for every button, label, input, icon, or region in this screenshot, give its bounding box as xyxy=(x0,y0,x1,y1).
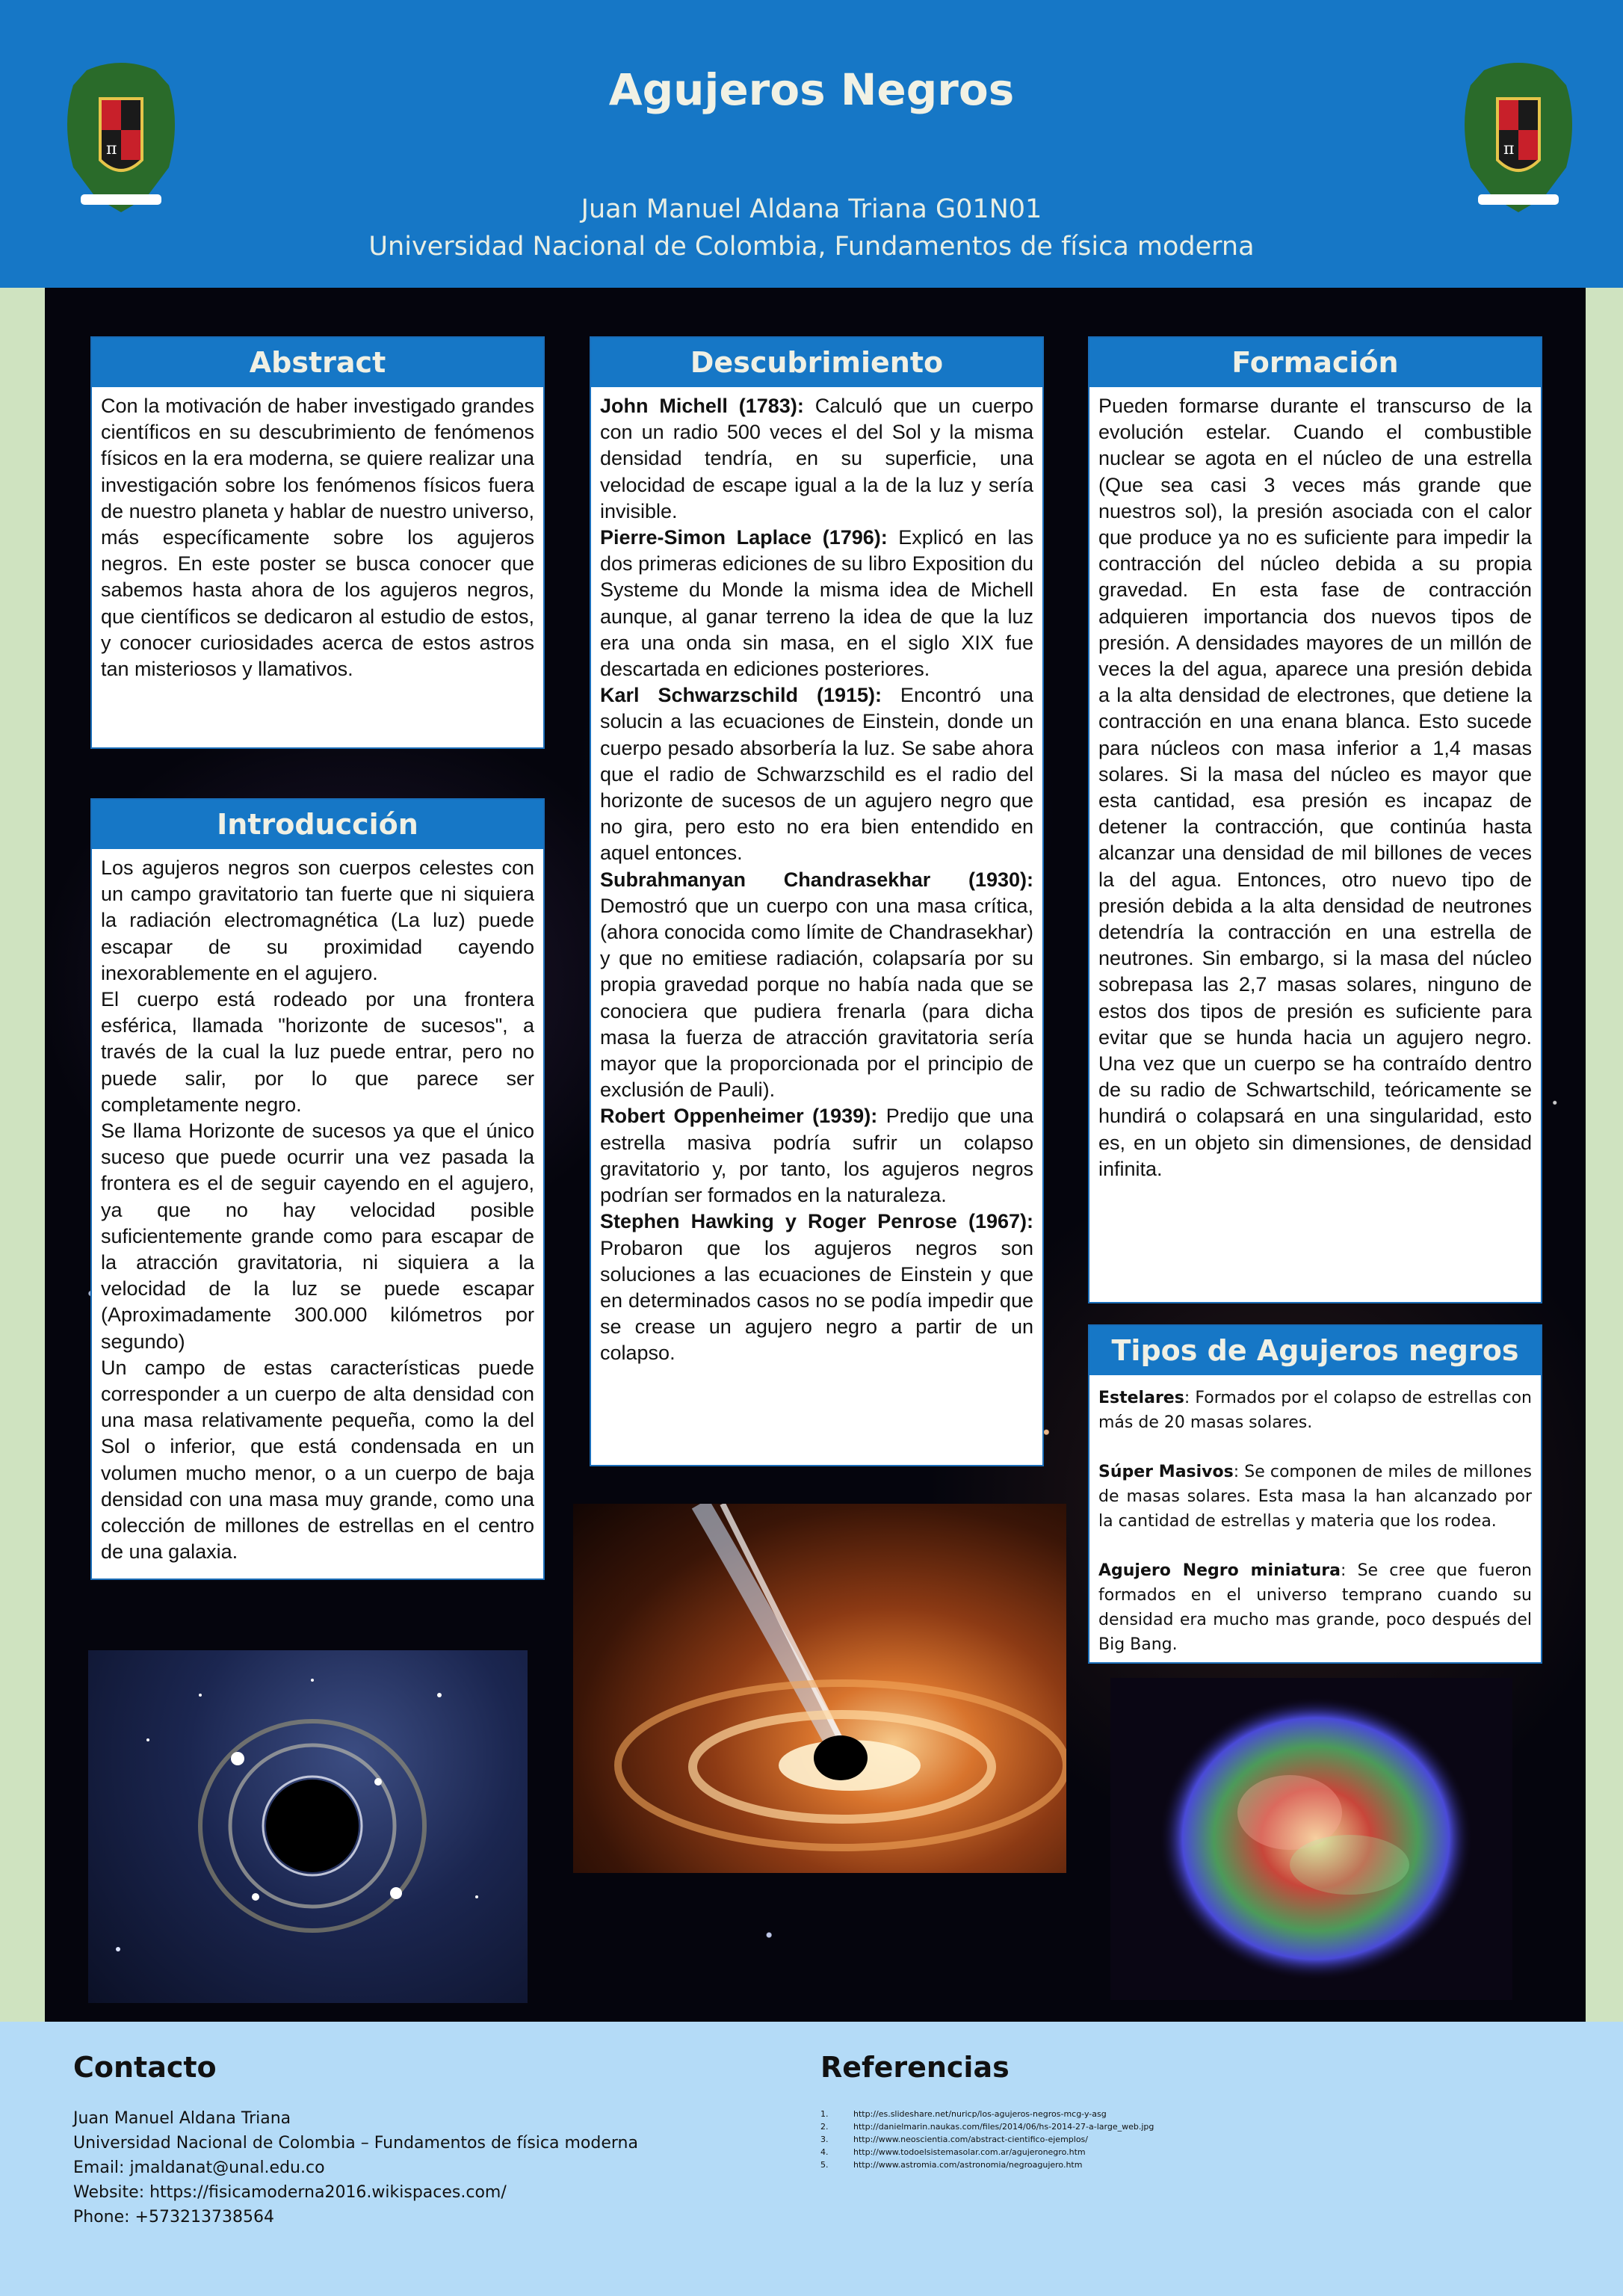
reference-item[interactable] xyxy=(820,2146,1154,2158)
reference-number: 2. xyxy=(820,2122,829,2132)
introduccion-paragraph: Un campo de estas características puede corresponder a un cuerpo de alta densidad con una masa relativamente pequeña, como la del Sol o inferior, que está condensada en un volumen mucho menor, o a un cuerpo de baja densidad con una masa muy grande, como una colección de millones de estrellas en el centro de una galaxia. xyxy=(101,1356,534,1564)
tipos-panel xyxy=(1088,1324,1542,1664)
discovery-scientist: Robert Oppenheimer (1939): xyxy=(600,1105,878,1128)
reference-item[interactable] xyxy=(820,2108,1154,2120)
discovery-scientist: John Michell (1783): xyxy=(600,395,804,417)
affiliation-line: Universidad Nacional de Colombia, Fundamentos de física moderna xyxy=(368,232,1255,262)
svg-text:π: π xyxy=(106,140,117,158)
discovery-description: Explicó en las dos primeras ediciones de su libro Exposition du Systeme du Monde la misma idea de Michell aunque, al ganar terreno la idea de que la luz era una onda sin masa, en el siglo XIX fue descartada en ediciones posteriores. xyxy=(600,526,1033,681)
supernova-remnant-image xyxy=(1110,1678,1512,2000)
tipo-name: Estelares xyxy=(1098,1389,1184,1407)
discovery-description: Calculó que un cuerpo con un radio 500 veces el del Sol y la misma densidad tendría, en su superficie, una velocidad de escape igual a la de la luz y sería invisible. xyxy=(600,395,1033,522)
reference-item[interactable] xyxy=(820,2133,1154,2146)
tipo-item xyxy=(1098,1558,1532,1657)
reference-number: 3. xyxy=(820,2135,829,2144)
descubrimiento-heading: Descubrimiento xyxy=(591,338,1042,387)
references-list xyxy=(820,2108,1154,2171)
reference-number: 1. xyxy=(820,2109,829,2119)
discovery-scientist: Pierre-Simon Laplace (1796): xyxy=(600,526,888,549)
referencias-heading: Referencias xyxy=(820,2051,1010,2084)
black-hole-lensing-image xyxy=(88,1650,528,2003)
introduccion-paragraph: Los agujeros negros son cuerpos celestes con un campo gravitatorio tan fuerte que ni siquiera la radiación electromagnética (La luz) puede escapar de su proximidad cayendo inexorablemente en el agujero. xyxy=(101,857,534,984)
discovery-entry xyxy=(600,393,1033,525)
contact-phone: Phone: +573213738564 xyxy=(73,2208,274,2226)
reference-url[interactable]: http://es.slideshare.net/nuricp/los-agujeros-negros-mcg-y-asg xyxy=(853,2109,1107,2119)
discovery-scientist: Karl Schwarzschild (1915): xyxy=(600,684,882,707)
contact-affiliation: Universidad Nacional de Colombia – Fundamentos de física moderna xyxy=(73,2134,638,2152)
formacion-heading: Formación xyxy=(1089,338,1541,387)
contact-name: Juan Manuel Aldana Triana xyxy=(73,2109,291,2128)
descubrimiento-text xyxy=(591,387,1042,1367)
reference-item[interactable] xyxy=(820,2120,1154,2133)
contact-website[interactable]: Website: https://fisicamoderna2016.wikispaces.com/ xyxy=(73,2183,507,2202)
tipo-name: Súper Masivos xyxy=(1098,1463,1234,1481)
discovery-scientist: Stephen Hawking y Roger Penrose (1967): xyxy=(600,1210,1033,1233)
tipo-name: Agujero Negro miniatura xyxy=(1098,1561,1341,1580)
formacion-text xyxy=(1089,387,1541,1182)
introduccion-heading: Introducción xyxy=(92,800,543,849)
introduccion-paragraph: Se llama Horizonte de sucesos ya que el único suceso que puede ocurrir una vez pasada la frontera es el de seguir cayendo en el agujero, ya que no hay velocidad posible suficientemente grande como para escapar de la atracción gravitatoria, ni siquiera a la velocidad de la luz se puede escapar (Aproximadamente 300.000 kilómetros por segundo) xyxy=(101,1120,534,1353)
tipo-item xyxy=(1098,1460,1532,1534)
tipo-description: : Se cree que fueron formados en el universo temprano cuando su densidad era mucho mas grande, poco después del Big Bang. xyxy=(1098,1561,1532,1654)
introduccion-panel xyxy=(90,798,545,1580)
abstract-heading: Abstract xyxy=(92,338,543,387)
discovery-description: Demostró que un cuerpo con una masa crítica, (ahora conocida como límite de Chandrasekhar) y que no emitiese radiación, colapsaría por su propia gravedad porque no había nada que se conociera que pudiera frenarla (para dicha masa la fuerza de atracción gravitatoria sería mayor que la proporcionada por el principio de exclusión de Pauli). xyxy=(600,894,1033,1102)
tipos-text xyxy=(1089,1375,1541,1657)
reference-url[interactable]: http://danielmarin.naukas.com/files/2014/06/hs-2014-27-a-large_web.jpg xyxy=(853,2122,1154,2132)
poster-title: Agujeros Negros xyxy=(608,64,1015,115)
tipo-description: : Formados por el colapso de estrellas con más de 20 masas solares. xyxy=(1098,1389,1532,1432)
discovery-description: Encontró una solucin a las ecuaciones de Einstein, donde un cuerpo pesado absorbería la luz. Se sabe ahora que el radio de Schwarzschild es el radio del horizonte de sucesos de un agujero negro que no gira, pero esto no era bien entendido en aquel entonces. xyxy=(600,684,1033,865)
discovery-description: Probaron que los agujeros negros son soluciones a las ecuaciones de Einstein y que en determinados casos no se podía impedir que se crease un agujero negro a partir de un colapso. xyxy=(600,1236,1033,1365)
tipos-heading: Tipos de Agujeros negros xyxy=(1089,1326,1541,1375)
descubrimiento-panel xyxy=(590,336,1044,1466)
discovery-entry xyxy=(600,867,1033,1104)
abstract-paragraph: Con la motivación de haber investigado grandes científicos en su descubrimiento de fenómenos físicos en la era moderna, se quiere realizar una investigación sobre los fenómenos físicos fuera de nuestro planeta y hablar de nuestro universo, más específicamente sobre los agujeros negros. En este poster se busca conocer que sabemos hasta ahora de los agujeros negros, que científicos se dedicaron al estudio de estos, y conocer curiosidades acerca de estos astros tan misteriosos y llamativos. xyxy=(101,395,534,681)
introduccion-text xyxy=(92,849,543,1565)
accretion-disk-image xyxy=(573,1504,1066,1873)
discovery-entry xyxy=(600,1209,1033,1366)
contacto-heading: Contacto xyxy=(73,2051,217,2084)
lensing-icon xyxy=(88,1650,528,2003)
discovery-scientist: Subrahmanyan Chandrasekhar (1930): xyxy=(600,868,1033,891)
introduccion-paragraph: El cuerpo está rodeado por una frontera esférica, llamada "horizonte de sucesos", a través de la cual la luz puede entrar, pero no puede salir, por lo que parece ser completamente negro. xyxy=(101,988,534,1116)
reference-url[interactable]: http://www.todoelsistemasolar.com.ar/agujeronegro.htm xyxy=(853,2147,1086,2157)
contact-email[interactable]: Email: jmaldanat@unal.edu.co xyxy=(73,2158,325,2177)
discovery-description: Predijo que una estrella masiva podría sufrir un colapso gravitatorio y, por tanto, los agujeros negros podrían ser formados en la naturaleza. xyxy=(600,1105,1033,1207)
contact-block xyxy=(73,2106,638,2229)
abstract-panel xyxy=(90,336,545,749)
reference-url[interactable]: http://www.astromia.com/astronomia/negroagujero.htm xyxy=(853,2160,1083,2170)
discovery-entry xyxy=(600,525,1033,682)
tipo-item xyxy=(1098,1386,1532,1435)
formacion-paragraph: Pueden formarse durante el transcurso de la evolución estelar. Cuando el combustible nuclear se agota en el núcleo de una estrella (Que sea casi 3 veces más grande que nuestros sol), la presión asociada con el calor que produce ya no es suficiente para impedir la contracción del núcleo debida a su propia gravedad. En esta fase de contracción adquieren importancia dos nuevos tipos de presión. A densidades mayores de un millón de veces la del agua, aparece una presión debida a la alta densidad de electrones, que detiene la contracción en una enana blanca. Esto sucede para núcleos con masa inferior a 1,4 masas solares. Si la masa del núcleo es mayor que esta cantidad, esa presión es incapaz de detener la contracción, que continúa hasta alcanzar una densidad de mil billones de veces la del agua. Entonces, otro nuevo tipo de presión debida a la alta densidad de neutrones detendría la contracción en una estrella de neutrones. Sin embargo, si la masa del núcleo sobrepasa las 2,7 masas solares, ninguno de estos dos tipos de presión es suficiente para evitar que se hunda hacia un agujero negro. Una vez que un cuerpo se ha contraído dentro de su radio de Schwartschild, teóricamente se hundirá o colapsará en una singularidad, esto es, en un objeto sin dimensiones, de densidad infinita. xyxy=(1098,395,1532,1180)
formacion-panel xyxy=(1088,336,1542,1303)
reference-number: 5. xyxy=(820,2160,829,2170)
abstract-text xyxy=(92,387,543,682)
reference-url[interactable]: http://www.neoscientia.com/abstract-cientifico-ejemplos/ xyxy=(853,2135,1088,2144)
tipo-description: : Se componen de miles de millones de masas solares. Esta masa la han alcanzado por la cantidad de estrellas y materia que los rodea. xyxy=(1098,1463,1532,1531)
reference-number: 4. xyxy=(820,2147,829,2157)
discovery-entry xyxy=(600,1103,1033,1209)
nebula-icon xyxy=(1110,1678,1512,2000)
black-hole-disk-icon xyxy=(573,1504,1066,1873)
reference-item[interactable] xyxy=(820,2158,1154,2171)
author-line: Juan Manuel Aldana Triana G01N01 xyxy=(581,194,1042,224)
svg-text:π: π xyxy=(1503,140,1515,158)
discovery-entry xyxy=(600,682,1033,866)
